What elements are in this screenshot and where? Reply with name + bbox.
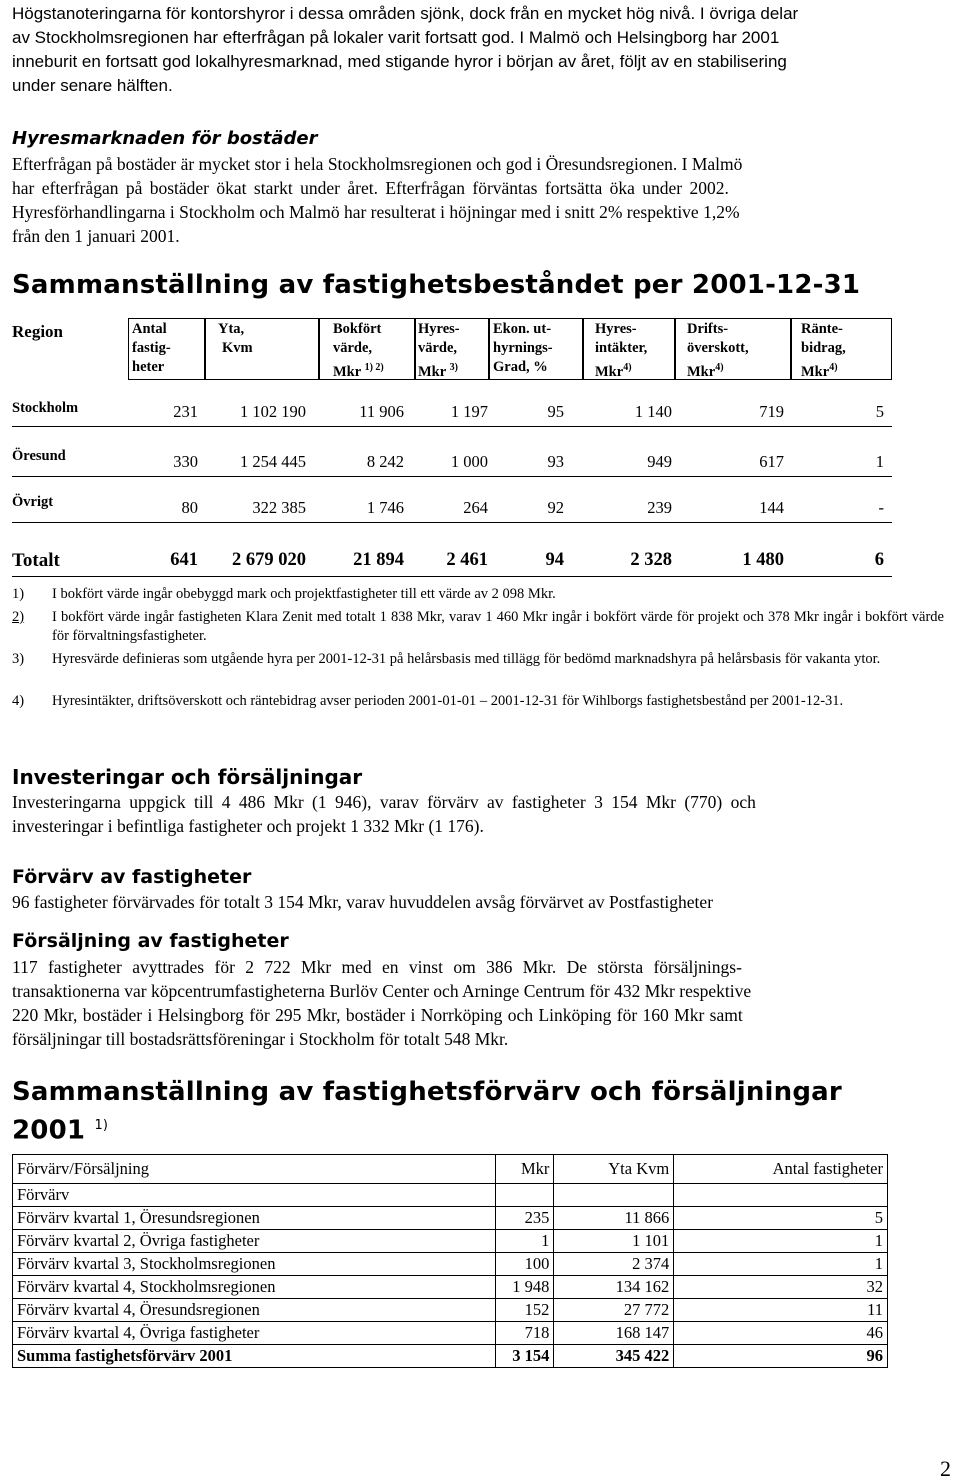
intro-paragraph [12,2,956,98]
footnote-number: 3) [12,651,25,667]
column-header-line: Ekon. ut- [493,321,552,337]
column-header-line [801,358,846,382]
total-cell: 2 679 020 [232,550,306,570]
table-cell: Summa fastighetsförvärv 2001 [13,1345,496,1368]
column-header-book-value [333,320,384,382]
table-cell: 11 [674,1299,888,1322]
row-underline [12,522,892,523]
sales-line: 220 Mkr, bostäder i Helsingborg för 295 Mkr, bostäder i Norrköping och Linköping för 160 Mkr samt [12,1005,743,1025]
table-cell: 11 866 [554,1207,674,1230]
column-header-line: Ränte- [801,321,843,337]
column-header-area [218,320,253,358]
housing-heading: Hyresmarknaden för bostäder [12,128,318,149]
table-row [13,1253,888,1276]
table-cell: 2 374 [554,1253,674,1276]
row-label-ovrigt: Övrigt [12,494,54,510]
row-underline [12,426,892,427]
footnote [12,692,956,730]
table-total-row [13,1345,888,1368]
table-cell: 32 [674,1276,888,1299]
total-cell: 6 [874,550,884,570]
transactions-heading-line [12,1109,842,1148]
table-cell: 8 242 [366,452,404,471]
table-cell: 5 [674,1207,888,1230]
table-cell: 95 [547,402,564,421]
total-cell: 2 328 [630,550,672,570]
table-header-row [13,1155,888,1184]
investments-line: investeringar i befintliga fastigheter och projekt 1 332 Mkr (1 176). [12,816,484,836]
footnote-ref: 4) [623,362,632,373]
column-header-line: Grad, % [493,359,548,375]
housing-line: Hyresförhandlingarna i Stockholm och Malmö har resulterat i höjningar med i snitt 2% respektive 1,2% [12,202,740,222]
table-cell: 1 [674,1253,888,1276]
sales-heading: Försäljning av fastigheter [12,930,289,952]
column-header-line: fastig- [132,340,171,356]
housing-line: Efterfrågan på bostäder är mycket stor i hela Stockholmsregionen och god i Öresundsregionen. I Malmö [12,154,743,174]
footnote-text: I bokfört värde ingår fastigheten Klara Zenit med totalt 1 838 Mkr, varav 1 460 Mkr ingår i bokfört värde för projekt och 378 Mkr ingår i bokfört värde för förvaltningsfastigheter. [52,609,944,644]
total-cell: 21 894 [353,550,404,570]
total-cell: 1 480 [742,550,784,570]
footnote-number: 4) [12,693,25,709]
column-header-line: värde, [418,340,458,356]
table-section-row [13,1184,888,1207]
table-cell: - [878,498,884,517]
footnote [12,585,956,604]
acquisitions-text: 96 fastigheter förvärvades för totalt 3 154 Mkr, varav huvuddelen avsåg förvärvet av Postfastigheter [12,892,714,912]
footnote [12,608,956,646]
table-cell: 27 772 [554,1299,674,1322]
transactions-heading-year: 2001 [12,1115,86,1146]
column-header-line: Hyres- [595,321,637,337]
column-header-line: Bokfört [333,321,382,337]
table-cell: 92 [547,498,564,517]
intro-line: Högstanoteringarna för kontorshyror i dessa områden sjönk, dock från en mycket hög nivå. I övriga delar [12,4,799,23]
table-cell [554,1184,674,1207]
table-cell: 1 140 [634,402,672,421]
table-header-cell: Förvärv/Försäljning [13,1155,496,1184]
table-cell: 718 [496,1322,554,1345]
table-cell: 1 [875,452,884,471]
table-row [13,1207,888,1230]
column-header-line: Antal [132,321,167,337]
column-header-text: Mkr [595,363,624,380]
transactions-table [12,1154,888,1368]
intro-line: under senare hälften. [12,76,173,95]
table-cell: 96 [674,1345,888,1368]
page-number: 2 [940,1456,951,1481]
column-header-line [687,358,749,382]
column-header-rental-value [418,320,460,382]
table-cell: 1 746 [366,498,404,517]
table-row [13,1322,888,1345]
table-cell: Förvärv kvartal 3, Stockholmsregionen [13,1253,496,1276]
table-cell: 3 154 [496,1345,554,1368]
summary-heading: Sammanställning av fastighetsbeståndet per 2001-12-31 [12,270,861,300]
column-header-line: intäkter, [595,340,648,356]
row-label-oresund: Öresund [12,448,66,464]
footnote-ref: 3) [449,362,458,373]
column-header-line [595,358,647,382]
column-header-line: bidrag, [801,340,846,356]
table-cell: 345 422 [554,1345,674,1368]
column-header-line: Hyres- [418,321,460,337]
column-header-text: Mkr [801,363,830,380]
table-cell: 134 162 [554,1276,674,1299]
column-header-line: hyrnings- [493,340,553,356]
table-cell: 239 [647,498,672,517]
table-cell: 1 948 [496,1276,554,1299]
table-cell: 264 [463,498,488,517]
table-cell: 1 [674,1230,888,1253]
row-underline [12,576,892,577]
sales-paragraph [12,955,956,1051]
table-cell: 1 102 190 [240,402,306,421]
sales-line: 117 fastigheter avyttrades för 2 722 Mkr med en vinst om 386 Mkr. De största försäljnings- [12,957,742,977]
table-cell: 1 254 445 [240,452,306,471]
table-cell: 1 000 [450,452,488,471]
table-cell: Förvärv kvartal 4, Övriga fastigheter [13,1322,496,1345]
column-header-line [418,358,460,382]
table-cell: 1 101 [554,1230,674,1253]
column-header-interest-subsidy [801,320,846,382]
investments-line: Investeringarna uppgick till 4 486 Mkr (1 946), varav förvärv av fastigheter 3 154 Mkr (770) och [12,792,756,812]
table-row [13,1299,888,1322]
footnote-number: 2) [12,609,25,625]
footnote-ref: 4) [715,362,724,373]
column-header-line [333,358,384,382]
column-header-text: Mkr [333,363,361,380]
footnote-ref: 1) 2) [364,362,384,373]
table-cell: Förvärv kvartal 4, Stockholmsregionen [13,1276,496,1299]
investments-paragraph [12,790,956,838]
sales-line: försäljningar till bostadsrättsföreningar i Stockholm för totalt 548 Mkr. [12,1029,509,1049]
row-underline [12,476,892,477]
footnote-ref: 1) [94,1118,109,1133]
table-cell: 1 [496,1230,554,1253]
column-header-text: Mkr [418,363,446,380]
acquisitions-heading: Förvärv av fastigheter [12,866,252,888]
column-header-occupancy [493,320,553,377]
column-header-count [132,320,171,377]
column-header-line: heter [132,359,165,375]
table-cell: Förvärv kvartal 1, Öresundsregionen [13,1207,496,1230]
column-header-rental-income [595,320,647,382]
footnote-ref: 4) [829,362,838,373]
table-cell: 5 [875,402,884,421]
table-cell: Förvärv kvartal 2, Övriga fastigheter [13,1230,496,1253]
table-row [13,1276,888,1299]
table-row [13,1230,888,1253]
footnote-text: I bokfört värde ingår obebyggd mark och projektfastigheter till ett värde av 2 098 Mkr. [52,586,556,602]
footnote-text: Hyresvärde definieras som utgående hyra per 2001-12-31 på helårsbasis med tillägg för bedömd marknadshyra på helårsbasis för vakanta ytor. [52,651,881,667]
column-header-operating-surplus [687,320,749,382]
table-cell [674,1184,888,1207]
table-cell: 144 [759,498,784,517]
total-cell: 94 [545,550,564,570]
housing-paragraph [12,152,956,248]
column-header-line: Kvm [222,340,253,356]
transactions-heading [12,1075,842,1148]
investments-heading: Investeringar och försäljningar [12,765,363,789]
table-cell [496,1184,554,1207]
table-cell: 231 [173,402,198,421]
row-label-total: Totalt [12,550,60,571]
column-header-text: Mkr [687,363,716,380]
housing-line: har efterfrågan på bostäder ökat starkt under året. Efterfrågan förväntas fortsätta öka under 2002. [12,178,729,198]
table-cell: 949 [647,452,672,471]
table-cell: 330 [173,452,198,471]
total-cell: 641 [170,550,198,570]
column-header-line: Drifts- [687,321,729,337]
column-header-region: Region [12,322,63,341]
footnote [12,650,956,688]
table-cell: 152 [496,1299,554,1322]
intro-line: inneburit en fortsatt god lokalhyresmarknad, med stigande hyror i början av året, följt av en stabilisering [12,52,787,71]
table-cell: Förvärv kvartal 4, Öresundsregionen [13,1299,496,1322]
total-cell: 2 461 [446,550,488,570]
table-cell: 168 147 [554,1322,674,1345]
housing-line: från den 1 januari 2001. [12,226,180,246]
sales-line: transaktionerna var köpcentrumfastigheterna Burlöv Center och Arninge Centrum för 432 Mkr respektive [12,981,752,1001]
column-header-line: överskott, [687,340,749,356]
table-cell: 80 [181,498,198,517]
column-header-line: Yta, [218,321,245,337]
column-header-line: värde, [333,340,373,356]
table-cell: 322 385 [252,498,306,517]
table-cell: 235 [496,1207,554,1230]
footnote-number: 1) [12,586,25,602]
table-cell: 93 [547,452,564,471]
table-header-cell: Antal fastigheter [674,1155,888,1184]
table-cell: 11 906 [359,402,404,421]
footnote-text: Hyresintäkter, driftsöverskott och räntebidrag avser perioden 2001-01-01 – 2001-12-31 för Wihlborgs fastighetsbestånd per 2001-12-31. [52,693,844,709]
table-header-cell: Yta Kvm [554,1155,674,1184]
row-label-stockholm: Stockholm [12,400,79,416]
table-cell: 46 [674,1322,888,1345]
table-cell: 719 [759,402,784,421]
table-header-cell: Mkr [496,1155,554,1184]
table-cell: 617 [759,452,784,471]
intro-line: av Stockholmsregionen har efterfrågan på lokaler varit fortsatt god. I Malmö och Helsingborg har 2001 [12,28,780,47]
transactions-heading-line: Sammanställning av fastighetsförvärv och försäljningar [12,1077,842,1107]
table-cell: 100 [496,1253,554,1276]
table-cell: 1 197 [450,402,488,421]
table-section-label: Förvärv [13,1184,496,1207]
